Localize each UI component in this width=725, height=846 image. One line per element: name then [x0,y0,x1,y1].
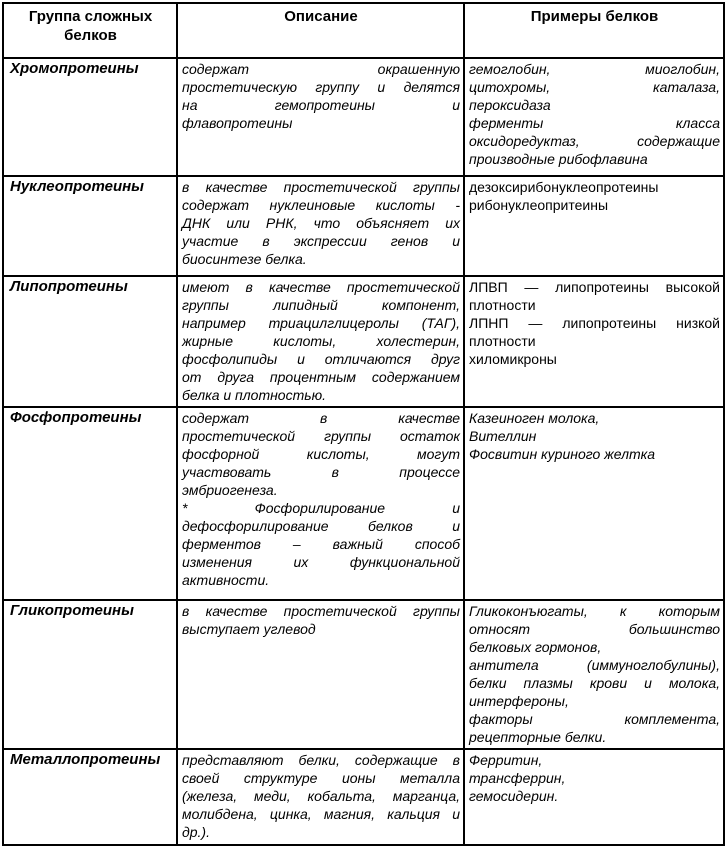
description-cell [177,58,464,176]
text-line: простетическую группу и делятся [182,79,460,95]
description-cell [177,407,464,600]
text-line: на гемопротеины и [182,97,460,113]
text-line: белки плазмы крови и молока, [469,675,720,691]
text-line: простетической группы остаток [182,428,460,444]
text-line: дефосфорилирование белков и [182,518,460,534]
description-cell [177,176,464,276]
group-label: Нуклеопротеины [10,178,144,195]
text-line: рецепторные белки. [469,729,607,745]
text-line: флавопротеины [182,115,293,131]
text-line: Казеиноген молока, [469,410,600,426]
text-line: Фосвитин куриного желтка [469,446,656,462]
group-cell [3,600,177,749]
text-line: (железа, меди, кобальта, марганца, [182,788,460,804]
text-line: факторы комплемента, [469,711,720,727]
text-line: ДНК или РНК, что объясняет их [182,215,460,231]
text-line: рибонуклеопритеины [469,197,609,213]
text-line: оксидоредуктаз, содержащие [469,133,720,149]
text-line: имеют в качестве простетической [182,279,460,295]
description-cell [177,276,464,407]
table-row [3,749,724,845]
text-line: от друга процентным содержанием [182,369,460,385]
text-line: выступает углевод [182,621,316,637]
table-row [3,58,724,176]
text-line: например триацилглицеролы (ТАГ), [182,315,460,331]
table-row [3,276,724,407]
text-line: интерфероны, [469,693,569,709]
text-line: содержат окрашенную [182,61,460,77]
examples-cell [464,600,724,749]
group-label: Фосфопротеины [10,409,142,426]
header-group: Группа сложных белков [3,3,177,58]
text-line: др.). [182,824,210,840]
text-line: плотности [469,297,536,313]
text-line: ферментов – важный способ [182,536,460,552]
text-line: Ферритин, [469,752,543,768]
examples-cell [464,407,724,600]
examples-cell [464,749,724,845]
text-line: дезоксирибонуклеопротеины [469,179,659,195]
text-line: трансферрин, [469,770,566,786]
text-line: биосинтезе белка. [182,251,307,267]
examples-cell [464,58,724,176]
examples-cell [464,176,724,276]
text-line: плотности [469,333,536,349]
text-line: белка и плотностью. [182,387,327,403]
text-line: производные рибофлавина [469,151,648,167]
header-examples: Примеры белков [464,3,724,58]
text-line: эмбриогенеза. [182,482,278,498]
group-label: Металлопротеины [10,751,161,768]
text-line: ЛПНП — липопротеины низкой [469,315,720,331]
text-line: фосфолипиды и отличаются друг [182,351,460,367]
header-description: Описание [177,3,464,58]
examples-cell [464,276,724,407]
group-cell [3,749,177,845]
text-line: содержат в качестве [182,410,460,426]
text-line: активности. [182,572,270,588]
text-line: участвовать в процессе [182,464,460,480]
text-line: Вителлин [469,428,537,444]
text-line: в качестве простетической группы [182,179,460,195]
text-line: изменения их функциональной [182,554,460,570]
text-line: фосфорной кислоты, могут [182,446,460,462]
table-row [3,176,724,276]
text-line: * Фосфорилирование и [182,500,460,516]
group-label: Липопротеины [10,278,128,295]
text-line: в качестве простетической группы [182,603,460,619]
text-line: группы липидный компонент, [182,297,460,313]
text-line: своей структуре ионы металла [182,770,460,786]
text-line: пероксидаза [469,97,551,113]
text-line: хиломикроны [469,351,557,367]
group-label: Хромопротеины [10,60,139,77]
table-body [3,58,724,845]
group-cell [3,58,177,176]
table-header-row [3,3,724,58]
text-line: представляют белки, содержащие в [182,752,460,768]
text-line: антитела (иммуноглобулины), [469,657,720,673]
description-cell [177,600,464,749]
text-line: ЛПВП — липопротеины высокой [469,279,720,295]
text-line: гемосидерин. [469,788,559,804]
description-cell [177,749,464,845]
table-row [3,407,724,600]
group-cell [3,176,177,276]
text-line: ферменты класса [469,115,720,131]
text-line: гемоглобин, миоглобин, [469,61,720,77]
table-row [3,600,724,749]
text-line: относят большинство [469,621,720,637]
text-line: содержат нуклеиновые кислоты - [182,197,460,213]
group-cell [3,276,177,407]
group-cell [3,407,177,600]
text-line: цитохромы, каталаза, [469,79,720,95]
text-line: Гликоконъюгаты, к которым [469,603,720,619]
text-line: белковых гормонов, [469,639,602,655]
text-line: жирные кислоты, холестерин, [182,333,460,349]
text-line: участие в экспрессии генов и [182,233,460,249]
text-line: молибдена, цинка, магния, кальция и [182,806,460,822]
group-label: Гликопротеины [10,602,134,619]
proteins-table [2,2,725,846]
